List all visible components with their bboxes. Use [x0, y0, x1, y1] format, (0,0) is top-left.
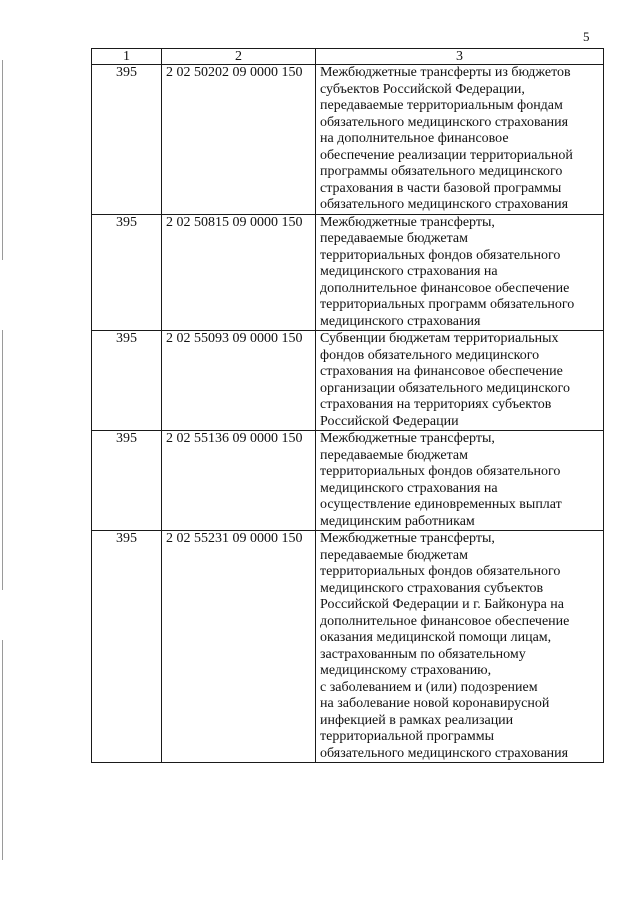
description-line: страхования на финансовое обеспечение [320, 364, 563, 379]
description-line: Межбюджетные трансферты из бюджетов [320, 65, 571, 80]
description-line: Межбюджетные трансферты, [320, 431, 495, 446]
description-line: обязательного медицинского страхования [320, 114, 569, 130]
description-line: субъектов Российской Федерации, [320, 81, 525, 97]
income-code-cell: 2 02 55093 09 0000 150 [162, 331, 316, 431]
description-line: медицинским работникам [320, 513, 475, 529]
table-row [92, 65, 604, 215]
description-line: Межбюджетные трансферты, [320, 214, 495, 230]
description-line: Российской Федерации и г. Байконура на [320, 597, 565, 612]
description-cell [316, 531, 604, 763]
description-line: территориальных программ обязательного [320, 297, 575, 312]
table-header-row [92, 49, 604, 65]
description-line: территориальной программы [320, 729, 495, 744]
description-line: обеспечение реализации территориальной [320, 147, 573, 163]
description-cell [316, 431, 604, 531]
description-cell [316, 65, 604, 215]
description-line: осуществление единовременных выплат [320, 497, 562, 512]
income-code-cell: 2 02 50202 09 0000 150 [162, 65, 316, 215]
description-cell [316, 331, 604, 431]
budget-revenue-table [91, 48, 604, 763]
description-line: на дополнительное финансовое [320, 131, 509, 146]
table-row [92, 331, 604, 431]
description-line: медицинского страхования на [320, 264, 498, 279]
description-line: территориальных фондов обязательного [320, 247, 561, 263]
description-line: на заболевание новой коронавирусной [320, 696, 550, 711]
description-line: территориальных фондов обязательного [320, 564, 561, 579]
description-line: медицинского страхования на [320, 480, 498, 496]
description-line: организации обязательного медицинского [320, 380, 571, 396]
description-line: передаваемые бюджетам [320, 447, 468, 463]
description-line: обязательного медицинского страхования [320, 745, 569, 761]
table-row [92, 214, 604, 331]
column-header-admin: 1 [92, 49, 162, 65]
description-line: фондов обязательного медицинского [320, 347, 540, 363]
income-code-cell: 2 02 55231 09 0000 150 [162, 531, 316, 763]
income-code-cell: 2 02 50815 09 0000 150 [162, 214, 316, 331]
description-line: медицинского страхования субъектов [320, 580, 544, 596]
admin-code-cell: 395 [92, 214, 162, 331]
column-header-code: 2 [162, 49, 316, 65]
scan-edge-mark [2, 640, 3, 860]
description-line: обязательного медицинского страхования [320, 197, 569, 212]
income-code-cell: 2 02 55136 09 0000 150 [162, 431, 316, 531]
description-line: передаваемые бюджетам [320, 231, 468, 246]
table-row [92, 531, 604, 763]
description-line: с заболеванием и (или) подозрением [320, 679, 538, 695]
description-line: территориальных фондов обязательного [320, 464, 561, 479]
admin-code-cell: 395 [92, 331, 162, 431]
description-line: застрахованным по обязательному [320, 646, 526, 662]
column-header-description: 3 [316, 49, 604, 65]
scan-edge-mark [2, 60, 3, 260]
description-line: медицинскому страхованию, [320, 663, 492, 678]
description-line: дополнительное финансовое обеспечение [320, 280, 570, 296]
admin-code-cell: 395 [92, 531, 162, 763]
description-line: Межбюджетные трансферты, [320, 531, 495, 546]
description-line: инфекцией в рамках реализации [320, 712, 514, 728]
page-number: 5 [583, 29, 590, 44]
table-body [92, 65, 604, 763]
description-line: Субвенции бюджетам территориальных [320, 331, 559, 346]
description-cell [316, 214, 604, 331]
description-line: страхования в части базовой программы [320, 180, 562, 196]
description-line: Российской Федерации [320, 413, 459, 429]
admin-code-cell: 395 [92, 65, 162, 215]
description-line: страхования на территориях субъектов [320, 397, 552, 412]
description-line: оказания медицинской помощи лицам, [320, 630, 552, 645]
admin-code-cell: 395 [92, 431, 162, 531]
description-line: программы обязательного медицинского [320, 164, 563, 179]
description-line: передаваемые территориальным фондам [320, 98, 563, 113]
scan-edge-mark [2, 330, 3, 590]
table-row [92, 431, 604, 531]
description-line: передаваемые бюджетам [320, 547, 468, 563]
description-line: дополнительное финансовое обеспечение [320, 613, 570, 629]
description-line: медицинского страхования [320, 313, 481, 329]
